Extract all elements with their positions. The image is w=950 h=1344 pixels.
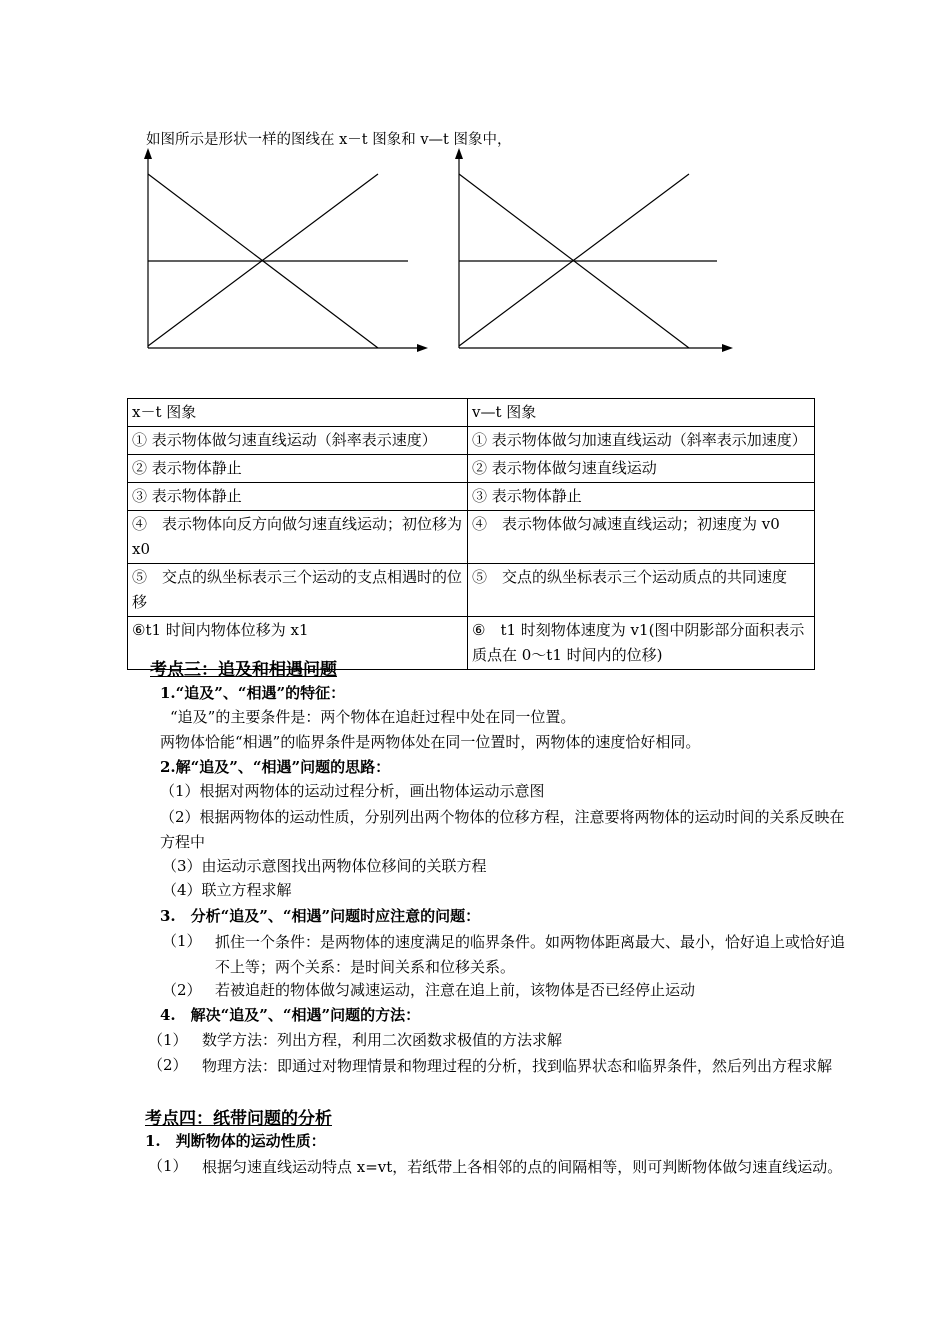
table-cell: ③ 表示物体静止 xyxy=(468,483,815,511)
section3-heading-3: 3. 分析“追及”、“相遇”问题时应注意的问题： xyxy=(160,907,481,925)
table-cell: ⑥ t1 时刻物体速度为 v1(图中阴影部分面积表示质点在 0～t1 时间内的位移) xyxy=(468,617,815,670)
table-cell: ④ 表示物体向反方向做匀速直线运动；初位移为 x0 xyxy=(128,511,468,564)
section3-heading-2: 2.解“追及”、“相遇”问题的思路： xyxy=(160,758,391,776)
table-row xyxy=(128,455,815,483)
item-number: （1） xyxy=(148,1031,188,1049)
item-number: （1） xyxy=(148,1157,188,1175)
table-cell: ⑤ 交点的纵坐标表示三个运动质点的共同速度 xyxy=(468,564,815,617)
section3-note-1: 抓住一个条件：是两物体的速度满足的临界条件。如两物体距离最大、最小，恰好追上或恰好追不上等；两个关系：是时间关系和位移关系。 xyxy=(215,933,846,976)
item-number: （2） xyxy=(162,981,202,999)
section3-step-4: （4）联立方程求解 xyxy=(162,881,292,899)
table-cell: ⑤ 交点的纵坐标表示三个运动的支点相遇时的位移 xyxy=(128,564,468,617)
section4-item-1: 根据匀速直线运动特点 x=vt，若纸带上各相邻的点的间隔相等，则可判断物体做匀速直线运动。 xyxy=(202,1158,843,1176)
section3-heading-1: 1.“追及”、“相遇”的特征： xyxy=(160,684,346,702)
y-axis-arrow xyxy=(144,148,152,159)
item-number: （1） xyxy=(162,932,202,950)
section3-paragraph-2: 两物体恰能“相遇”的临界条件是两物体处在同一位置时，两物体的速度恰好相同。 xyxy=(160,733,701,751)
intro-text: 如图所示是形状一样的图线在 x－t 图象和 v—t 图象中， xyxy=(146,132,512,148)
table-cell: ② 表示物体做匀速直线运动 xyxy=(468,455,815,483)
table-cell: ② 表示物体静止 xyxy=(128,455,468,483)
x-axis-arrow xyxy=(722,344,733,352)
section3-method-1: 数学方法：列出方程，利用二次函数求极值的方法求解 xyxy=(202,1031,563,1049)
table-cell: ① 表示物体做匀加速直线运动（斜率表示加速度） xyxy=(468,427,815,455)
table-cell: ① 表示物体做匀速直线运动（斜率表示速度） xyxy=(128,427,468,455)
comparison-table xyxy=(127,398,815,670)
section3-step-3: （3）由运动示意图找出两物体位移间的关联方程 xyxy=(162,857,487,875)
vt-graph xyxy=(449,148,741,358)
table-cell: x－t 图象 xyxy=(128,399,468,427)
section3-title: 考点三：追及和相遇问题 xyxy=(150,660,337,680)
table-row xyxy=(128,427,815,455)
table-row xyxy=(128,483,815,511)
section3-method-2: 物理方法：即通过对物理情景和物理过程的分析，找到临界状态和临界条件，然后列出方程求解 xyxy=(202,1057,833,1075)
table-cell: v—t 图象 xyxy=(468,399,815,427)
section3-step-1: （1）根据对两物体的运动过程分析，画出物体运动示意图 xyxy=(160,782,545,800)
y-axis-arrow xyxy=(455,148,463,159)
table-row xyxy=(128,511,815,564)
section3-step-2: （2）根据两物体的运动性质，分别列出两个物体的位移方程，注意要将两物体的运动时间的关系反映在方程中 xyxy=(160,808,845,851)
item-number: （2） xyxy=(148,1056,188,1074)
table-row xyxy=(128,564,815,617)
table-cell: ④ 表示物体做匀减速直线运动；初速度为 v0 xyxy=(468,511,815,564)
section4-heading-1: 1. 判断物体的运动性质： xyxy=(145,1132,326,1150)
table-cell: ③ 表示物体静止 xyxy=(128,483,468,511)
section4-title: 考点四：纸带问题的分析 xyxy=(145,1109,332,1129)
section3-paragraph-1: “追及”的主要条件是：两个物体在追赶过程中处在同一位置。 xyxy=(170,708,576,726)
table-cell: ⑥t1 时间内物体位移为 x1 xyxy=(128,617,468,670)
xt-graph xyxy=(138,148,430,358)
section3-note-2: 若被追赶的物体做匀减速运动，注意在追上前，该物体是否已经停止运动 xyxy=(215,981,696,999)
x-axis-arrow xyxy=(417,344,428,352)
section3-heading-4: 4. 解决“追及”、“相遇”问题的方法： xyxy=(160,1006,421,1024)
table-row xyxy=(128,399,815,427)
